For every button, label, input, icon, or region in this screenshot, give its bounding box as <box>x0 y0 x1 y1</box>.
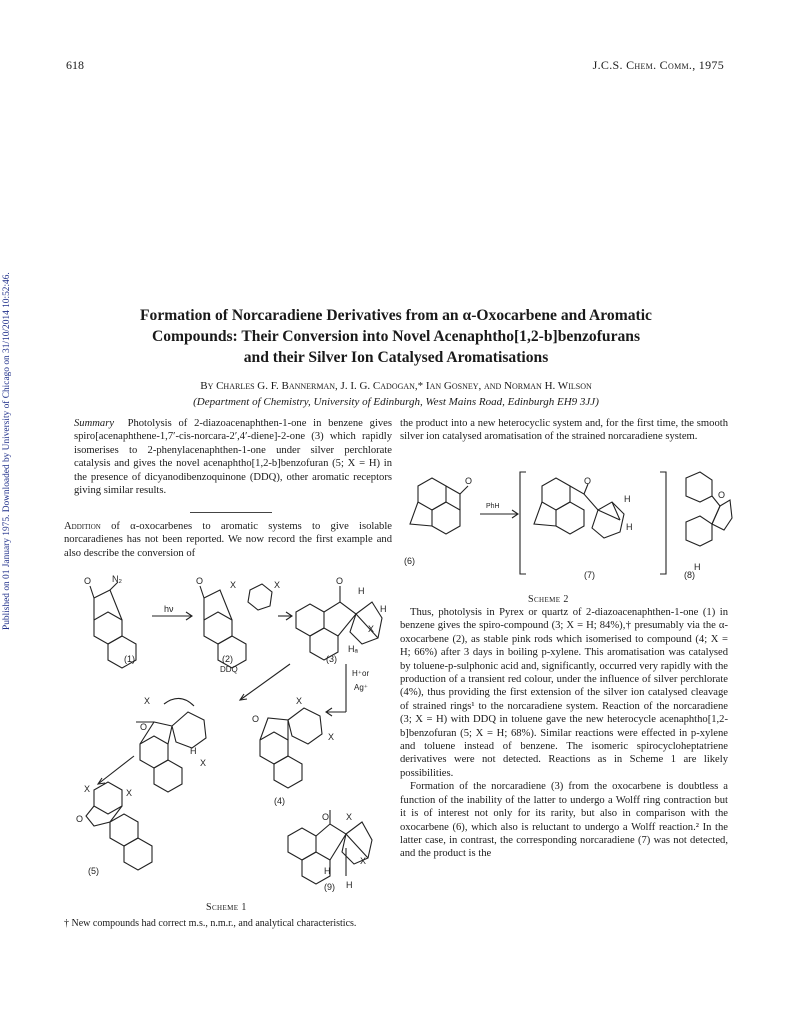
affiliation: (Department of Chemistry, University of Edinburgh, West Mains Road, Edinburgh EH9 3JJ) <box>193 396 599 408</box>
svg-text:H: H <box>624 494 631 504</box>
title-line-2: Compounds: Their Conversion into Novel Acenaphtho[1,2-b]benzofurans <box>151 328 641 345</box>
title-line-1: Formation of Norcaradiene Derivatives from an α-Oxocarbene and Aromatic <box>140 307 652 324</box>
compound-2-label: (2) <box>222 654 233 664</box>
svg-text:X: X <box>230 580 237 590</box>
intro-lead: Addition <box>64 521 101 532</box>
compound-5-label: (5) <box>88 866 99 876</box>
svg-text:H: H <box>694 562 701 572</box>
compound-6-label: (6) <box>404 556 415 566</box>
svg-text:O: O <box>584 476 592 486</box>
svg-text:X: X <box>274 580 281 590</box>
svg-text:O: O <box>718 490 726 500</box>
body-paragraph-1: Thus, photolysis in Pyrex or quartz of 2-diazoacenaphthen-1-one (1) in benzene gives the spiro-compound (3; X = H; 84%),† presumably via the α-oxocarbene (2), as stable pink rods which isomerised to compound (4; X = H; 66%) after 3 days in boiling p-xylene. This aromatisation was catalysed by toluene-p-sulphonic acid and, significantly, occurred very rapidly with the production of a transient red colour, under the influence of silver perchlorate (4%), thus providing the first extension of the silver ion catalysed cleavage of strained rings¹ to the norcaradiene system. Reaction of the norcaradiene (3; X = H) with DDQ in toluene gave the new heterocycle acenaphtho[1,2-b]benzofuran (5; X = H; 68%). Similar reactions were effected in p-xylene and toluene instead of benzene. The isomeric spirocycloheptatriene derivatives were not detected. Reactions as in Scheme 1 are likely possibilities. <box>400 607 728 779</box>
section-divider <box>190 512 272 513</box>
author-list: By Charles G. F. Bannerman, J. I. G. Cadogan,* Ian Gosney, and Norman H. Wilson <box>200 380 592 392</box>
svg-text:H: H <box>346 880 353 890</box>
main-body <box>400 606 728 861</box>
svg-text:X: X <box>126 788 133 798</box>
scheme-2-label: Scheme 2 <box>528 594 569 605</box>
svg-text:H: H <box>380 604 387 614</box>
svg-text:O: O <box>84 576 92 586</box>
journal-header: J.C.S. Chem. Comm., 1975 <box>592 58 724 72</box>
footnote: † New compounds had correct m.s., n.m.r., and analytical characteristics. <box>64 918 357 929</box>
svg-text:X: X <box>296 696 303 706</box>
svg-text:X: X <box>84 784 91 794</box>
scheme-1-label: Scheme 1 <box>206 902 247 913</box>
svg-text:X: X <box>368 624 375 634</box>
article-title <box>70 305 722 368</box>
svg-text:O: O <box>252 714 260 724</box>
title-line-3: and their Silver Ion Catalysed Aromatisations <box>243 349 549 366</box>
svg-text:O: O <box>196 576 204 586</box>
summary-lead: Summary <box>74 418 115 429</box>
compound-8-label: (8) <box>684 570 695 580</box>
compound-4-label: (4) <box>274 796 285 806</box>
n2-atom: N₂ <box>112 574 122 584</box>
svg-text:O: O <box>140 722 148 732</box>
body-paragraph-2: Formation of the norcaradiene (3) from the oxocarbene is doubtless a function of the inability of the latter to undergo a Wolff ring contraction but it is of interest not only for its rarity, but also in comparison with the oxocarbene (6), which also is reluctant to undergo a Wolff reaction.² In the latter case, in contrast, the corresponding norcaradiene (7) was not detected, and the product is the <box>400 781 728 860</box>
intro-paragraph <box>64 520 392 560</box>
reagent-phh: PhH <box>486 503 500 510</box>
svg-text:O: O <box>322 812 330 822</box>
svg-text:X: X <box>144 696 151 706</box>
reagent-hv: hν <box>164 604 174 614</box>
svg-text:X: X <box>328 732 335 742</box>
compound-7-label: (7) <box>584 570 595 580</box>
reagent-acid: H⁺or <box>352 669 370 678</box>
download-watermark[interactable]: Published on 01 January 1975. Downloaded by University of Chicago on 31/10/2014 10:52:46. <box>2 272 12 630</box>
svg-text:X: X <box>346 812 353 822</box>
svg-text:H: H <box>626 522 633 532</box>
reagent-ddq: DDQ <box>220 665 238 674</box>
intro-continued: the product into a new heterocyclic system and, for the first time, the smooth silver ion catalysed aromatisation of the strained norcaradiene system. <box>400 418 728 443</box>
compound-9-label: (9) <box>324 882 335 892</box>
compound-1-label: (1) <box>124 654 135 664</box>
svg-text:O: O <box>465 476 473 486</box>
svg-text:Hₐ: Hₐ <box>348 644 358 654</box>
svg-text:H: H <box>358 586 365 596</box>
svg-text:H: H <box>324 866 331 876</box>
svg-text:O: O <box>336 576 344 586</box>
reagent-silver: Ag⁺ <box>354 683 369 692</box>
svg-text:X: X <box>360 856 367 866</box>
compound-3-label: (3) <box>326 654 337 664</box>
summary-text: Photolysis of 2-diazoacenaphthen-1-one in benzene gives spiro[acenaphthene-1,7′-cis-norcara-2′,4′-diene]-2-one (3) which rapidly isomerises to 2-phenylacenaphthen-1-one under silver perchlorate catalysis and gives the novel acenaphtho[1,2-b]benzofuran (5; X = H) in the presence of dicyanodibenzoquinone (DDQ), other aromatic receptors giving similar results. <box>74 418 393 497</box>
scheme-2-figure <box>398 458 734 598</box>
summary-block <box>64 417 392 497</box>
scheme-1-figure <box>64 572 394 902</box>
svg-text:X: X <box>200 758 207 768</box>
page-number: 618 <box>66 58 84 72</box>
intro-text: of α-oxocarbenes to aromatic systems to give isolable norcaradienes has not been reported. We now record the first example and also describe the conversion of <box>64 521 392 559</box>
svg-text:H: H <box>190 746 197 756</box>
svg-text:O: O <box>76 814 84 824</box>
